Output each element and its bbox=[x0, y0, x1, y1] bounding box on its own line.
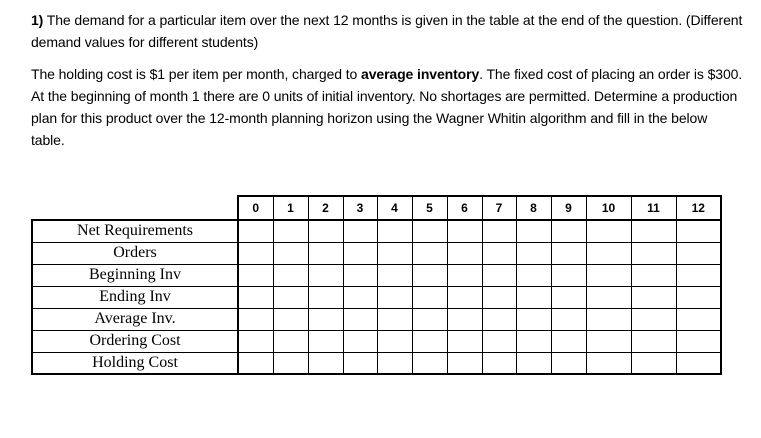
table-cell[interactable] bbox=[308, 220, 343, 242]
table-cell[interactable] bbox=[482, 352, 516, 374]
table-cell[interactable] bbox=[377, 264, 412, 286]
table-cell[interactable] bbox=[412, 330, 447, 352]
table-cell[interactable] bbox=[343, 352, 377, 374]
table-cell[interactable] bbox=[343, 264, 377, 286]
table-cell[interactable] bbox=[551, 330, 586, 352]
question-body-part-a: The holding cost is $1 per item per month, charged to bbox=[31, 66, 362, 82]
table-cell[interactable] bbox=[482, 286, 516, 308]
table-cell[interactable] bbox=[516, 286, 551, 308]
table-cell[interactable] bbox=[343, 286, 377, 308]
row-label: Ordering Cost bbox=[32, 330, 238, 352]
table-cell[interactable] bbox=[447, 308, 482, 330]
month-header-4: 4 bbox=[377, 196, 412, 220]
table-cell[interactable] bbox=[447, 286, 482, 308]
table-cell[interactable] bbox=[631, 220, 676, 242]
table-cell[interactable] bbox=[273, 330, 308, 352]
question-body-bold: average inventory bbox=[361, 66, 480, 82]
table-cell[interactable] bbox=[586, 286, 631, 308]
question-number: 1) bbox=[31, 12, 44, 28]
table-cell[interactable] bbox=[676, 308, 721, 330]
table-cell[interactable] bbox=[631, 330, 676, 352]
table-cell[interactable] bbox=[238, 220, 273, 242]
table-cell[interactable] bbox=[343, 242, 377, 264]
table-row bbox=[32, 286, 721, 308]
table-cell[interactable] bbox=[551, 242, 586, 264]
table-row bbox=[32, 330, 721, 352]
row-label: Average Inv. bbox=[32, 308, 238, 330]
table-cell[interactable] bbox=[377, 330, 412, 352]
table-cell[interactable] bbox=[586, 242, 631, 264]
table-cell[interactable] bbox=[586, 352, 631, 374]
table-cell[interactable] bbox=[516, 330, 551, 352]
table-cell[interactable] bbox=[631, 264, 676, 286]
table-cell[interactable] bbox=[273, 220, 308, 242]
table-cell[interactable] bbox=[447, 352, 482, 374]
question-intro bbox=[31, 9, 743, 53]
month-header-1: 1 bbox=[273, 196, 308, 220]
table-cell[interactable] bbox=[238, 308, 273, 330]
table-cell[interactable] bbox=[676, 352, 721, 374]
table-cell[interactable] bbox=[377, 220, 412, 242]
table-cell[interactable] bbox=[412, 308, 447, 330]
table-cell[interactable] bbox=[551, 220, 586, 242]
table-cell[interactable] bbox=[343, 220, 377, 242]
table-cell[interactable] bbox=[516, 264, 551, 286]
question-body-part-b: . The fixed cost of placing an order is $300. At the beginning of month 1 there are 0 units of initial inventory. No shortages are permitted. Determine a production plan for this product over the 12-month planning horizon using the Wagner Whitin algorithm and fill in the below table. bbox=[31, 66, 743, 148]
month-header-8: 8 bbox=[516, 196, 551, 220]
row-label: Net Requirements bbox=[32, 220, 238, 242]
table-cell[interactable] bbox=[377, 242, 412, 264]
table-cell[interactable] bbox=[676, 220, 721, 242]
question-body bbox=[31, 63, 743, 151]
table-cell[interactable] bbox=[412, 352, 447, 374]
table-cell[interactable] bbox=[676, 286, 721, 308]
row-label: Beginning Inv bbox=[32, 264, 238, 286]
table-cell[interactable] bbox=[551, 352, 586, 374]
table-cell[interactable] bbox=[308, 330, 343, 352]
month-header-9: 9 bbox=[551, 196, 586, 220]
month-header-11: 11 bbox=[631, 196, 676, 220]
table-cell[interactable] bbox=[447, 220, 482, 242]
table-row bbox=[32, 264, 721, 286]
table-cell[interactable] bbox=[273, 242, 308, 264]
table-cell[interactable] bbox=[308, 264, 343, 286]
table-cell[interactable] bbox=[586, 264, 631, 286]
table-cell[interactable] bbox=[238, 286, 273, 308]
table-cell[interactable] bbox=[516, 352, 551, 374]
table-cell[interactable] bbox=[551, 286, 586, 308]
month-header-0: 0 bbox=[238, 196, 273, 220]
table-cell[interactable] bbox=[516, 242, 551, 264]
header-blank-cell bbox=[32, 196, 238, 220]
table-cell[interactable] bbox=[343, 308, 377, 330]
table-cell[interactable] bbox=[412, 220, 447, 242]
table-cell[interactable] bbox=[482, 330, 516, 352]
table-cell[interactable] bbox=[412, 264, 447, 286]
table-cell[interactable] bbox=[676, 264, 721, 286]
month-header-7: 7 bbox=[482, 196, 516, 220]
table-cell[interactable] bbox=[273, 264, 308, 286]
row-label: Holding Cost bbox=[32, 352, 238, 374]
table-cell[interactable] bbox=[631, 286, 676, 308]
table-cell[interactable] bbox=[631, 352, 676, 374]
table-cell[interactable] bbox=[586, 330, 631, 352]
month-header-2: 2 bbox=[308, 196, 343, 220]
table-cell[interactable] bbox=[308, 242, 343, 264]
table-cell[interactable] bbox=[273, 308, 308, 330]
month-header-10: 10 bbox=[586, 196, 631, 220]
table-cell[interactable] bbox=[482, 308, 516, 330]
month-header-12: 12 bbox=[676, 196, 721, 220]
table-cell[interactable] bbox=[516, 220, 551, 242]
month-header-3: 3 bbox=[343, 196, 377, 220]
table-cell[interactable] bbox=[676, 330, 721, 352]
table-cell[interactable] bbox=[412, 242, 447, 264]
table-cell[interactable] bbox=[308, 308, 343, 330]
table-cell[interactable] bbox=[377, 286, 412, 308]
table-cell[interactable] bbox=[482, 220, 516, 242]
row-label: Orders bbox=[32, 242, 238, 264]
table-cell[interactable] bbox=[273, 286, 308, 308]
row-label: Ending Inv bbox=[32, 286, 238, 308]
table-cell[interactable] bbox=[377, 352, 412, 374]
table-cell[interactable] bbox=[273, 352, 308, 374]
table-cell[interactable] bbox=[516, 308, 551, 330]
table-cell[interactable] bbox=[631, 308, 676, 330]
table-cell[interactable] bbox=[482, 242, 516, 264]
table-row bbox=[32, 220, 721, 242]
table-row bbox=[32, 242, 721, 264]
table-cell[interactable] bbox=[308, 286, 343, 308]
table-cell[interactable] bbox=[482, 264, 516, 286]
table-cell[interactable] bbox=[238, 352, 273, 374]
table-cell[interactable] bbox=[676, 242, 721, 264]
table-cell[interactable] bbox=[551, 308, 586, 330]
table-cell[interactable] bbox=[238, 330, 273, 352]
table-cell[interactable] bbox=[343, 330, 377, 352]
table-row bbox=[32, 352, 721, 374]
table-cell[interactable] bbox=[238, 264, 273, 286]
month-header-5: 5 bbox=[412, 196, 447, 220]
table-cell[interactable] bbox=[412, 286, 447, 308]
table-cell[interactable] bbox=[447, 264, 482, 286]
question-intro-text: The demand for a particular item over the next 12 months is given in the table at the end of the question. (Different demand values for different students) bbox=[31, 12, 743, 50]
table-cell[interactable] bbox=[308, 352, 343, 374]
production-plan-table bbox=[31, 195, 722, 375]
table-cell[interactable] bbox=[377, 308, 412, 330]
table-cell[interactable] bbox=[631, 242, 676, 264]
table-cell[interactable] bbox=[447, 242, 482, 264]
month-header-6: 6 bbox=[447, 196, 482, 220]
table-cell[interactable] bbox=[586, 308, 631, 330]
table-cell[interactable] bbox=[447, 330, 482, 352]
table-row bbox=[32, 308, 721, 330]
month-header-row bbox=[32, 196, 721, 220]
table-cell[interactable] bbox=[551, 264, 586, 286]
table-cell[interactable] bbox=[586, 220, 631, 242]
table-cell[interactable] bbox=[238, 242, 273, 264]
